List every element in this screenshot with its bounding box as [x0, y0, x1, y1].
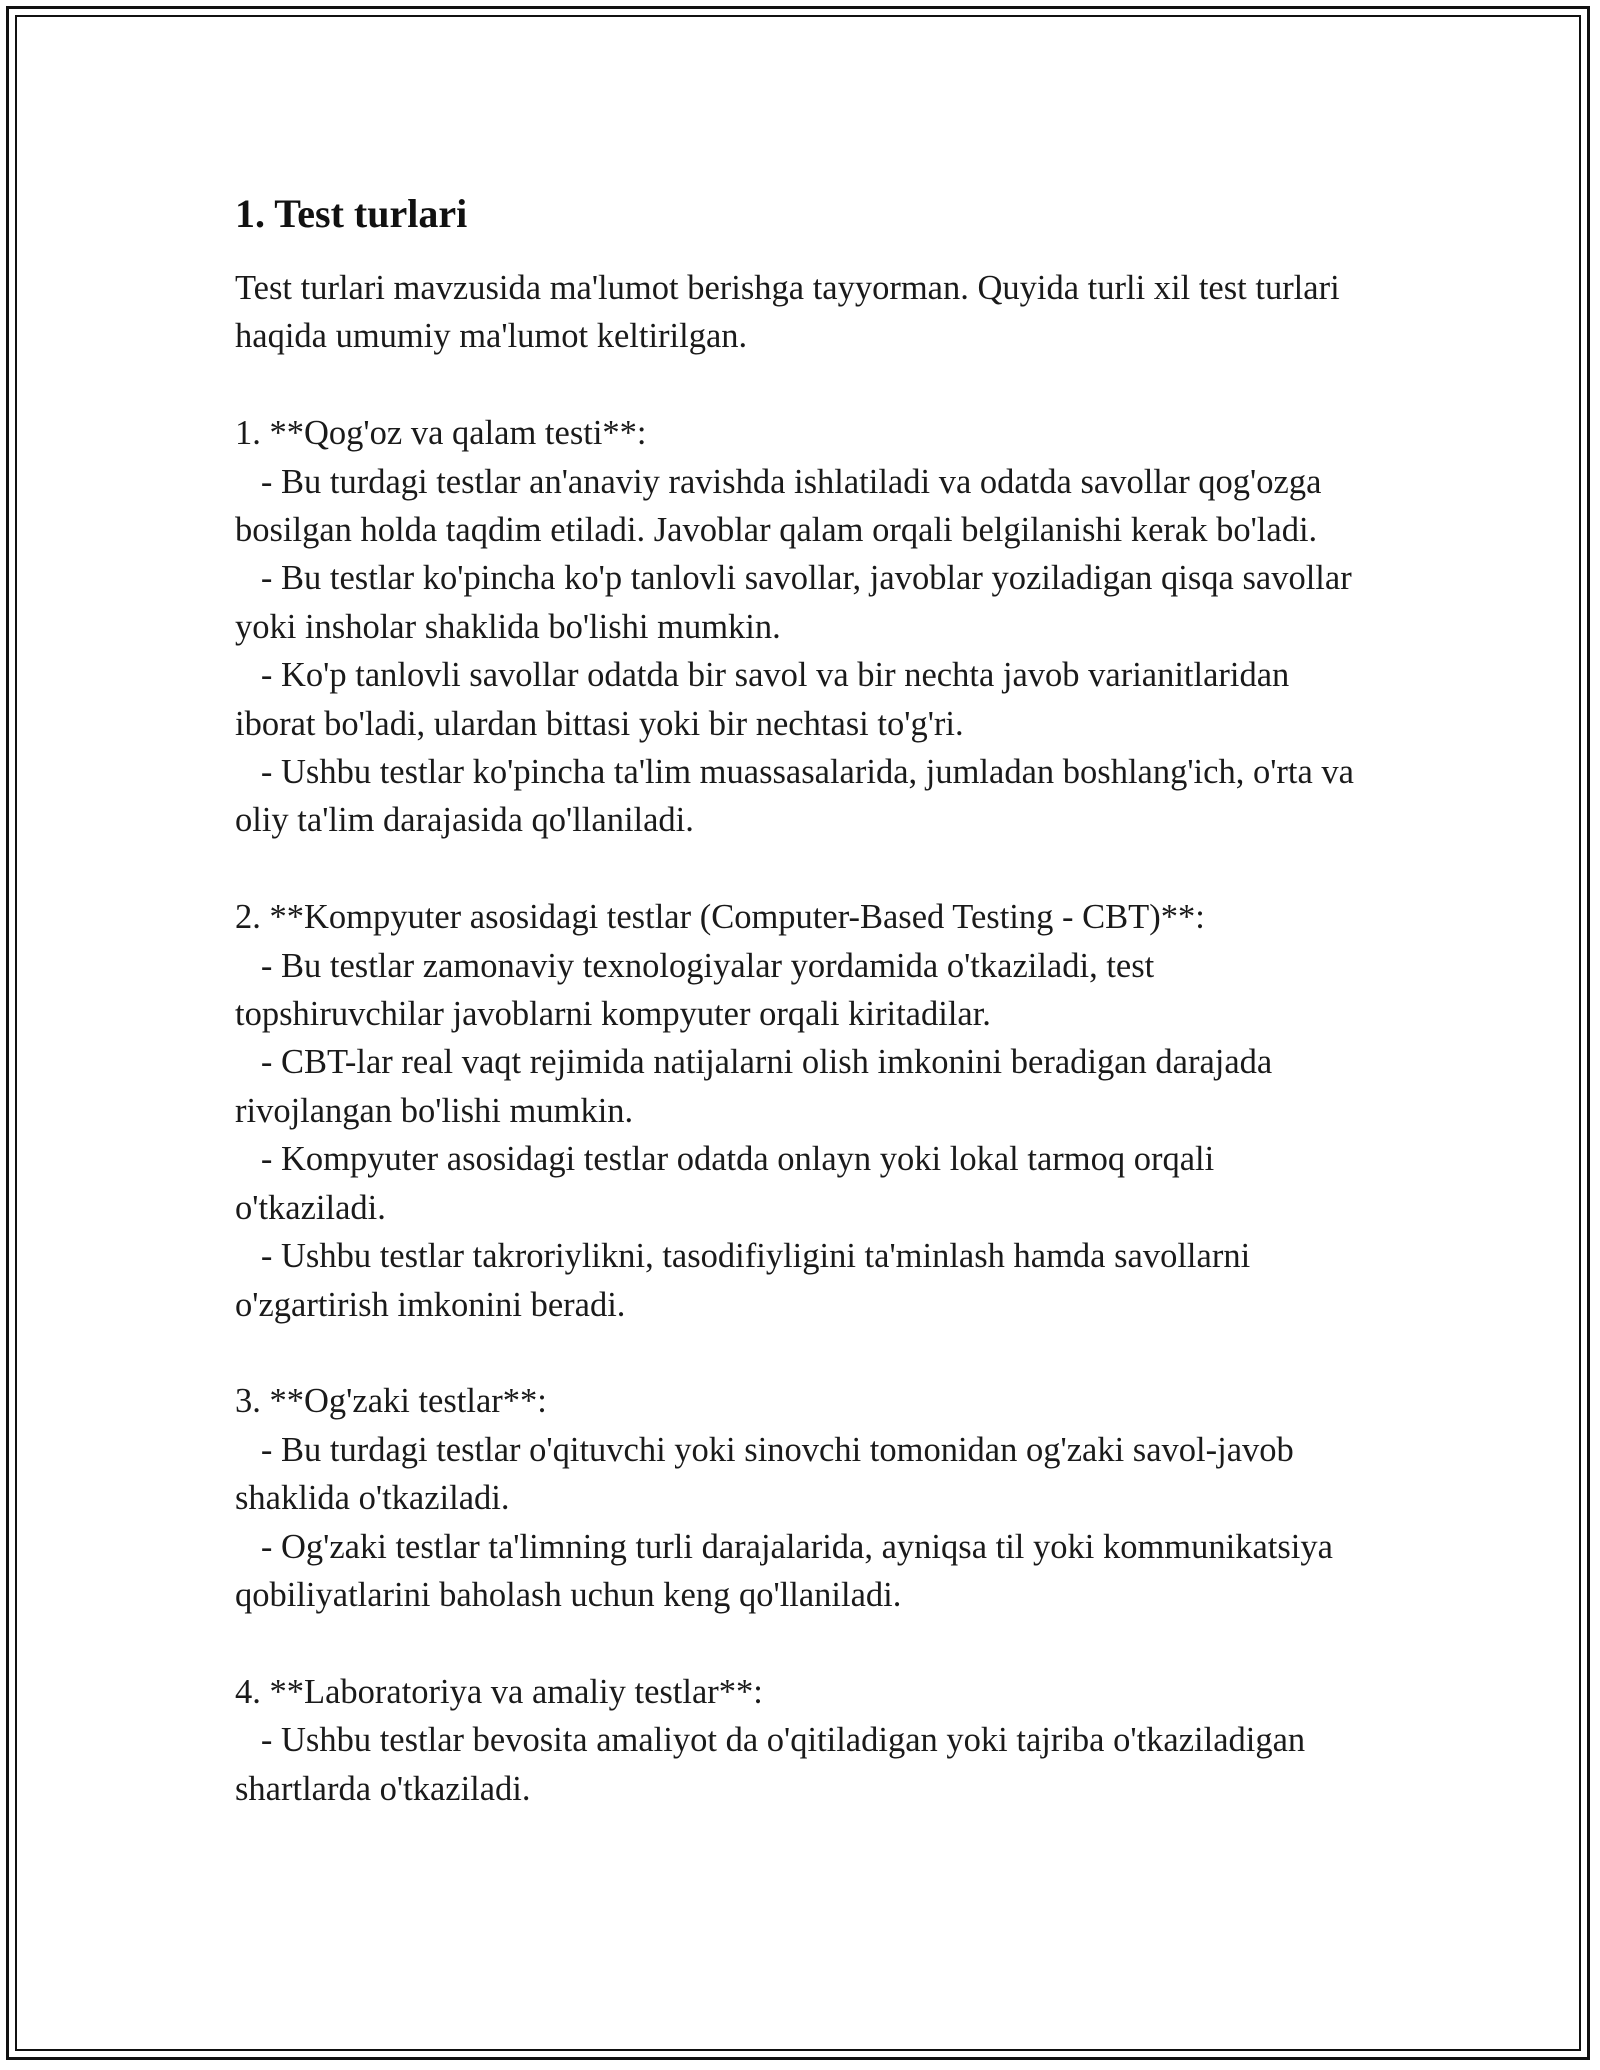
document-body — [235, 188, 1365, 1813]
section-paper-pencil-test — [235, 409, 1365, 845]
list-item: - CBT-lar real vaqt rejimida natijalarni olish imkonini beradigan darajada rivojlangan bo'lishi mumkin. — [235, 1043, 1281, 1130]
section-oral-tests — [235, 1377, 1365, 1619]
document-title: 1. Test turlari — [235, 191, 468, 236]
section-computer-based-testing — [235, 893, 1365, 1329]
list-item: - Ushbu testlar bevosita amaliyot da o'qitiladigan yoki tajriba o'tkaziladigan shartlarda o'tkaziladi. — [235, 1721, 1314, 1808]
list-item: - Ko'p tanlovli savollar odatda bir savol va bir nechta javob varianitlaridan iborat bo'ladi, ulardan bittasi yoki bir nechtasi to'g'ri. — [235, 656, 1298, 743]
list-item: - Bu testlar ko'pincha ko'p tanlovli savollar, javoblar yoziladigan qisqa savollar yoki insholar shaklida bo'lishi mumkin. — [235, 559, 1361, 646]
list-item: - Bu testlar zamonaviy texnologiyalar yordamida o'tkaziladi, test topshiruvchilar javoblarni kompyuter orqali kiritadilar. — [235, 946, 1163, 1034]
list-item: - Ushbu testlar takroriylikni, tasodifiyligini ta'minlash hamda savollarni o'zgartirish imkonini beradi. — [235, 1237, 1259, 1324]
section-heading: 1. **Qog'oz va qalam testi**: — [235, 414, 647, 453]
intro-paragraph: Test turlari mavzusida ma'lumot berishga tayyorman. Quyida turli xil test turlari haqida umumiy ma'lumot keltirilgan. — [235, 269, 1349, 356]
list-item: - Bu turdagi testlar an'anaviy ravishda ishlatiladi va odatda savollar qog'ozga bosilgan holda taqdim etiladi. Javoblar qalam orqali belgilanishi kerak bo'ladi. — [235, 462, 1331, 550]
section-heading: 4. **Laboratoriya va amaliy testlar**: — [235, 1672, 763, 1711]
list-item: - Bu turdagi testlar o'qituvchi yoki sinovchi tomonidan og'zaki savol-javob shaklida o'tkaziladi. — [235, 1430, 1303, 1518]
section-heading: 2. **Kompyuter asosidagi testlar (Computer-Based Testing - CBT)**: — [235, 898, 1205, 937]
list-item: - Og'zaki testlar ta'limning turli darajalarida, ayniqsa til yoki kommunikatsiya qobiliyatlarini baholash uchun keng qo'llaniladi. — [235, 1527, 1342, 1614]
section-heading: 3. **Og'zaki testlar**: — [235, 1382, 547, 1421]
list-item: - Kompyuter asosidagi testlar odatda onlayn yoki lokal tarmoq orqali o'tkaziladi. — [235, 1140, 1223, 1227]
section-lab-practical-tests — [235, 1668, 1365, 1813]
list-item: - Ushbu testlar ko'pincha ta'lim muassasalarida, jumladan boshlang'ich, o'rta va oliy ta'lim darajasida qo'llaniladi. — [235, 753, 1363, 840]
